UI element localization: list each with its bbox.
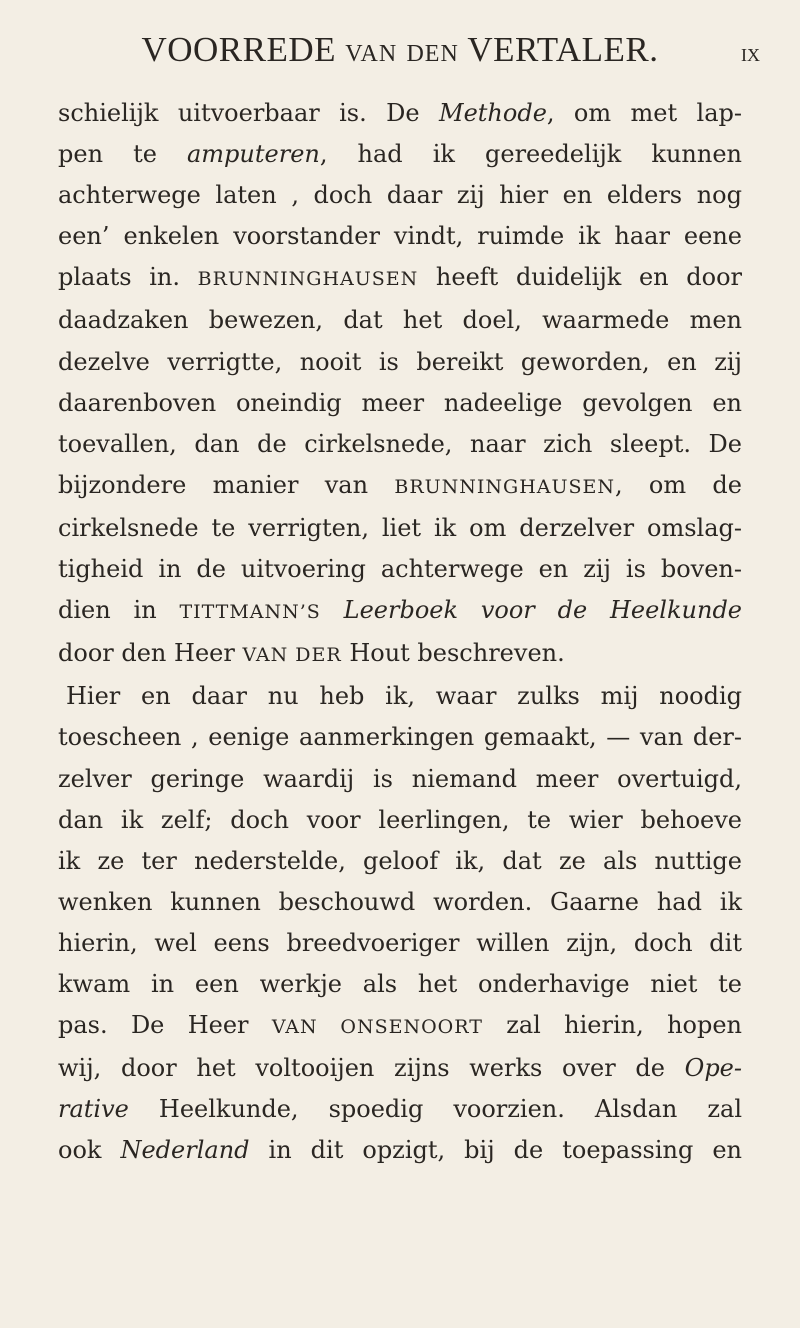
text-run: Heelkunde, spoedig voorzien. Alsdan zal [128, 1095, 742, 1124]
text-run: achterwege laten , doch daar zij hier en elders nog [58, 181, 742, 210]
running-title-word-3: DEN [406, 41, 459, 67]
text-run: toescheen , eenige aanmerkingen gemaakt, — van der- [58, 723, 742, 752]
small-caps-name: VAN DER [242, 644, 342, 667]
italic-text: amputeren [186, 140, 320, 169]
text-run: door den Heer [58, 639, 243, 668]
text-line [58, 633, 742, 676]
text-run: ook [58, 1136, 121, 1165]
text-run: in dit opzigt, bij de toepassing en [249, 1136, 743, 1165]
running-title [0, 30, 800, 70]
text-run: cirkelsnede te verrigten, liet ik om derzelver omslag- [58, 513, 742, 542]
text-line [58, 342, 742, 383]
text-run: wenken kunnen beschouwd worden. Gaarne had ik [58, 887, 742, 916]
text-line [58, 590, 742, 633]
text-run: pen te [58, 140, 187, 169]
italic-text: Leerboek voor de Heelkunde [343, 596, 743, 625]
text-run: tigheid in de uitvoering achterwege en zij is boven- [58, 555, 742, 584]
text-run: wij, door het voltooijen zijns werks over de [58, 1054, 685, 1083]
text-run: heeft duidelijk en door [418, 263, 742, 292]
text-line [58, 383, 742, 424]
text-run: pas. De Heer [58, 1011, 272, 1040]
text-run: hierin, wel eens breedvoeriger willen zijn, doch dit [58, 928, 742, 957]
text-run: bijzondere manier van [58, 470, 395, 499]
page-number: ix [741, 38, 760, 67]
small-caps-name: BRUNNINGHAUSEN [394, 475, 616, 498]
text-line [58, 1048, 742, 1089]
running-title-word-1: VOORREDE [141, 30, 337, 69]
text-line [58, 841, 742, 882]
text-line [58, 676, 742, 717]
text-run: dan ik zelf; doch voor leerlingen, te wier behoeve [58, 805, 742, 834]
text-run: Hout beschreven. [341, 639, 565, 668]
text-line [58, 175, 742, 216]
text-run: zal hierin, hopen [482, 1011, 743, 1040]
text-run: dien in [58, 596, 180, 625]
text-run: schielijk uitvoerbaar is. De [58, 99, 439, 127]
text-line [58, 759, 742, 800]
small-caps-name: BRUNNINGHAUSEN [197, 268, 419, 291]
text-line [58, 424, 742, 465]
text-line [58, 300, 742, 341]
text-line [58, 216, 742, 257]
text-line [58, 717, 742, 758]
text-line [58, 923, 742, 964]
text-line [58, 134, 742, 175]
text-run: dezelve verrigtte, nooit is bereikt geworden, en zij [58, 347, 742, 376]
text-line [58, 1130, 742, 1171]
text-run [321, 596, 344, 624]
text-line [58, 465, 742, 508]
running-title-word-4: VERTALER. [467, 30, 659, 69]
text-run: een’ enkelen voorstander vindt, ruimde ik haar eene [58, 222, 742, 251]
text-line [58, 800, 742, 841]
text-line [58, 549, 742, 590]
text-run: Hier en daar nu heb ik, waar zulks mij noodig [66, 682, 742, 711]
page-header [0, 30, 800, 80]
text-run: daarenboven oneindig meer nadeelige gevolgen en [58, 388, 742, 417]
text-line [58, 1005, 742, 1048]
text-line [58, 508, 742, 549]
text-line [58, 964, 742, 1005]
italic-text: Methode [439, 99, 547, 127]
text-line [58, 93, 742, 134]
text-run: , om met lap- [546, 99, 742, 127]
text-line [58, 257, 742, 300]
body-text [58, 93, 742, 1171]
text-run: toevallen, dan de cirkelsnede, naar zich sleept. De [58, 429, 742, 458]
text-run: plaats in. [58, 263, 198, 292]
small-caps-name: VAN ONSENOORT [271, 1016, 483, 1039]
text-run: , had ik gereedelijk kunnen [319, 140, 742, 169]
text-run: zelver geringe waardij is niemand meer overtuigd, [58, 764, 742, 793]
text-run: , om de [615, 470, 743, 499]
text-run: ik ze ter nederstelde, geloof ik, dat ze als nuttige [58, 846, 742, 875]
text-line [58, 1089, 742, 1130]
italic-text: Ope- [684, 1054, 742, 1083]
italic-text: Nederland [120, 1136, 250, 1165]
running-title-word-2: VAN [345, 41, 398, 67]
small-caps-name: TITTMANN’S [179, 601, 321, 624]
italic-text: rative [58, 1095, 129, 1124]
text-run: kwam in een werkje als het onderhavige niet te [58, 969, 742, 998]
text-run: daadzaken bewezen, dat het doel, waarmede men [58, 306, 742, 335]
text-line [58, 882, 742, 923]
